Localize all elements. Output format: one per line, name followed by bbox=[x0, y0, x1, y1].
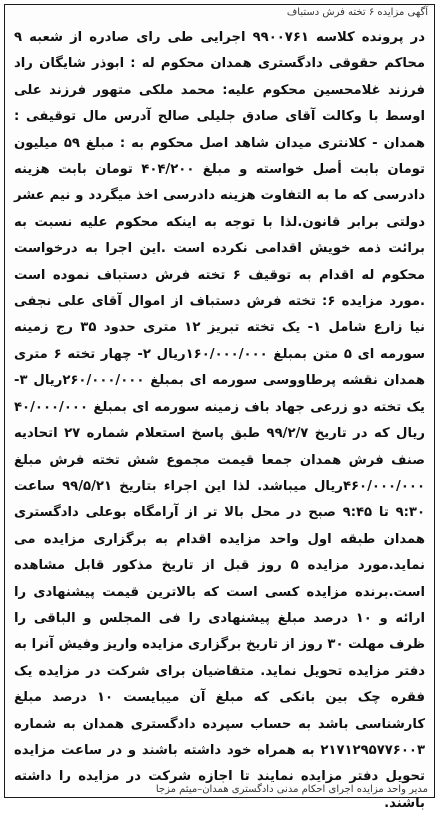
notice-body-text: در پرونده کلاسه ۹۹۰۰۷۶۱ اجرایی طی رای صادره از شعبه ۹ محاکم حقوقی دادگستری همدان محکوم له : ابوذر شایگان راد فرزند غلامحسین محکوم علیه: محمد ملکی متهور فرزند علی اوسط با وکالت آقای صادق جلیلی صالح آدرس مال توقیفی : همدان - کلانتری میدان شاهد اصل محکوم به : مبلغ ۵۹ میلیون تومان بابت أصل خواسته و مبلغ ۴۰۴/۲۰۰ تومان بابت هزینه دادرسی که ما به التفاوت هزینه دادرسی اخذ میگردد و نیم عشر دولتی برابر قانون.لذا با توجه به اینکه محکوم علیه نسبت به برائت ذمه خویش اقدامی نکرده است .این اجرا به درخواست محکوم له اقدام به توقیف ۶ تخته فرش دستباف نموده است .مورد مزایده ۶: تخته فرش دستباف از اموال آقای علی نجفی نیا زارع شامل ۱- یک تخته تبریز ۱۲ متری حدود ۳۵ رج زمینه سورمه ای ۵ متن بمبلغ ۱۶۰/۰۰۰/۰۰۰ریال ۲- چهار تخته ۶ متری همدان نقشه پرطاووسی سورمه ای بمبلغ ۲۶۰/۰۰۰/۰۰۰ریال ۳- یک تخته دو زرعی جهاد باف زمینه سورمه ای بمبلغ ۴۰/۰۰۰/۰۰۰ ریال که در تاریخ ۹۹/۲/۷ طبق پاسخ استعلام شماره ۲۷ اتحادیه صنف فرش همدان جمعا قیمت مجموع شش تخته فرش مبلغ ۴۶۰/۰۰۰/۰۰۰ریال میباشد. لذا این اجراء بتاریخ ۹۹/۵/۲۱ ساعت ۹:۳۰ تا ۹:۴۵ صبح در محل بالا تر از آرامگاه بوعلی دادگستری همدان طبقه اول واحد مزایده اقدام به برگزاری مزایده می نماید.مورد مزایده ۵ روز قبل از تاریخ مذکور قابل مشاهده است.برنده مزایده کسی است که بالاترین قیمت پیشنهادی را ارائه و ۱۰ درصد مبلغ پیشنهادی را فی المجلس و الباقی را ظرف مهلت ۳۰ روز از تاریخ برگزاری مزایده واریز وفیش آنرا به دفتر مزایده تحویل نماید. متقاضیان برای شرکت در مزایده یک فقره چک بین بانکی که مبلغ آن میبایست ۱۰ درصد مبلغ کارشناسی باشد به حساب سپرده دادگستری همدان به شماره ۲۱۷۱۲۹۵۷۷۶۰۰۳ به همراه خود داشته باشند و در ساعت مزایده تحویل دفتر مزایده نمایند تا اجازه شرکت در مزایده را داشته باشند. bbox=[14, 30, 426, 811]
notice-signature: مدیر واحد مزایده اجرای احکام مدنی دادگستری همدان–میثم مزجا bbox=[155, 784, 428, 795]
auction-notice bbox=[4, 4, 435, 811]
notice-title: آگهی مزایده ۶ تخته فرش دستباف bbox=[286, 7, 428, 18]
